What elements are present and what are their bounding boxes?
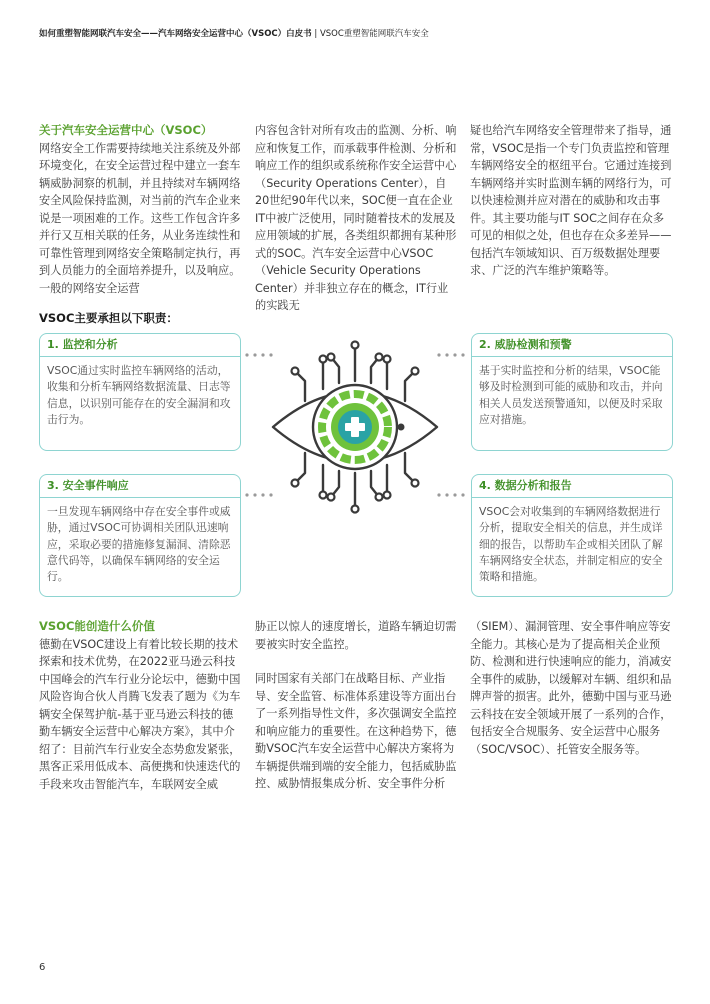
- duty-card-body: 一旦发现车辆网络中存在安全事件或威胁，通过VSOC可协调相关团队迅速响应，采取必要的措施修复漏洞、清除恶意代码等，以确保车辆网络的安全运行。: [47, 505, 231, 584]
- header-section: VSOC重塑智能网联汽车安全: [319, 29, 429, 39]
- value-column-2: [255, 618, 458, 793]
- value-paragraph-1: 德勤在VSOC建设上有着比较长期的技术探索和技术优势，在2022亚马逊云科技中国峰会的汽车行业分论坛中，德勤中国风险咨询合伙人肖腾飞发表了题为《为车辆安全保驾护航-基于亚马逊云科技的德勤车辆安全运营中心解决方案》，其中介绍了：目前汽车行业安全态势愈发紧张，黑客正采用低成本、高便携和快速迭代的手段来攻击智能汽车，车联网安全威: [39, 637, 241, 791]
- duty-card-title: 3. 安全事件响应: [40, 475, 240, 498]
- header-separator: |: [311, 29, 320, 39]
- intro-paragraph-2: 内容包含针对所有攻击的监测、分析、响应和恢复工作，而承载事件检测、分析和响应工作的组织或系统称作安全运营中心（Security Operations Center），自20世纪90年代以来，SOC便一直在企业IT中被广泛使用，同时随着技术的发展及应用领域的扩展，各类组织都拥有某种形式的SOC。汽车安全运营中心VSOC（Vehicle Security Operations Center）并非独立存在的概念，IT行业的实践无: [255, 124, 457, 312]
- intro-heading: 关于汽车安全运营中心（VSOC）: [39, 123, 213, 137]
- eye-circuit-icon: [265, 337, 445, 517]
- intro-column-2: [255, 122, 458, 315]
- page-header: [39, 27, 429, 39]
- page-number: 6: [39, 962, 46, 973]
- value-column-1: [39, 618, 242, 793]
- value-paragraph-2a: 胁正以惊人的速度增长，道路车辆迫切需要被实时安全监控。: [255, 620, 457, 651]
- duty-card-threat-detection: [471, 333, 673, 451]
- value-paragraph-2b: 同时国家有关部门在战略目标、产业指导、安全监管、标准体系建设等方面出台了一系列指导性文件，多次强调安全监控和响应能力的重要性。在这种趋势下，德勤VSOC汽车安全运营中心解决方案将为车辆提供端到端的安全能力，包括威胁监控、威胁情报集成分析、安全事件分析: [255, 672, 457, 790]
- header-title: 如何重塑智能网联汽车安全——汽车网络安全运营中心（VSOC）白皮书: [39, 29, 312, 39]
- duty-card-incident-response: [39, 474, 241, 597]
- intro-paragraph-1: 网络安全工作需要持续地关注系统及外部环境变化，在安全运营过程中建立一套车辆威胁洞察的机制，并且持续对车辆网络安全风险保持监测，对当前的汽车企业来说是一项困难的工作。这些工作包含许多并行又互相关联的任务，从业务连续性和可靠性管理到网络安全策略制定执行，再到人员能力的全面培养提升，以及响应。一般的网络安全运营: [39, 141, 241, 295]
- duty-card-monitoring: [39, 333, 241, 451]
- duty-card-title: 2. 威胁检测和预警: [472, 334, 672, 357]
- duty-card-title: 4. 数据分析和报告: [472, 475, 672, 498]
- duties-heading: VSOC主要承担以下职责：: [39, 311, 178, 325]
- duty-card-body: VSOC通过实时监控车辆网络的活动，收集和分析车辆网络数据流量、日志等信息，以识别可能存在的安全漏洞和攻击行为。: [47, 364, 231, 426]
- intro-column-3: [470, 122, 673, 280]
- duty-card-body: 基于实时监控和分析的结果，VSOC能够及时检测到可能的威胁和攻击，并向相关人员发送预警通知，以便及时采取应对措施。: [479, 364, 663, 426]
- value-paragraph-3: （SIEM）、漏洞管理、安全事件响应等安全能力。其核心是为了提高相关企业预防、检测和进行快速响应的能力，消减安全事件的威胁，以缓解对车辆、组织和品牌声誉的损害。此外，德勤中国与亚马逊云科技在安全领域开展了一系列的合作，包括安全合规服务、安全运营中心服务（SOC/VSOC）、托管安全服务等。: [470, 620, 672, 756]
- value-heading: VSOC能创造什么价值: [39, 619, 155, 633]
- value-column-3: [470, 618, 673, 758]
- duty-card-data-analysis: [471, 474, 673, 597]
- intro-paragraph-3: 疑也给汽车网络安全管理带来了指导，通常，VSOC是指一个专门负责监控和管理车辆网络安全的枢纽平台。它通过连接到车辆网络并实时监测车辆的网络行为，可以快速检测并应对潜在的威胁和攻击事件。其主要功能与IT SOC之间存在众多可见的相似之处，但也存在众多差异——包括汽车领域知识、百万级数据处理要求、广泛的汽车维护策略等。: [470, 124, 672, 277]
- duty-card-title: 1. 监控和分析: [40, 334, 240, 357]
- intro-column-1: [39, 122, 242, 297]
- duty-card-body: VSOC会对收集到的车辆网络数据进行分析，提取安全相关的信息，并生成详细的报告，以帮助车企或相关团队了解车辆网络安全状态，并制定相应的安全策略和措施。: [479, 505, 663, 584]
